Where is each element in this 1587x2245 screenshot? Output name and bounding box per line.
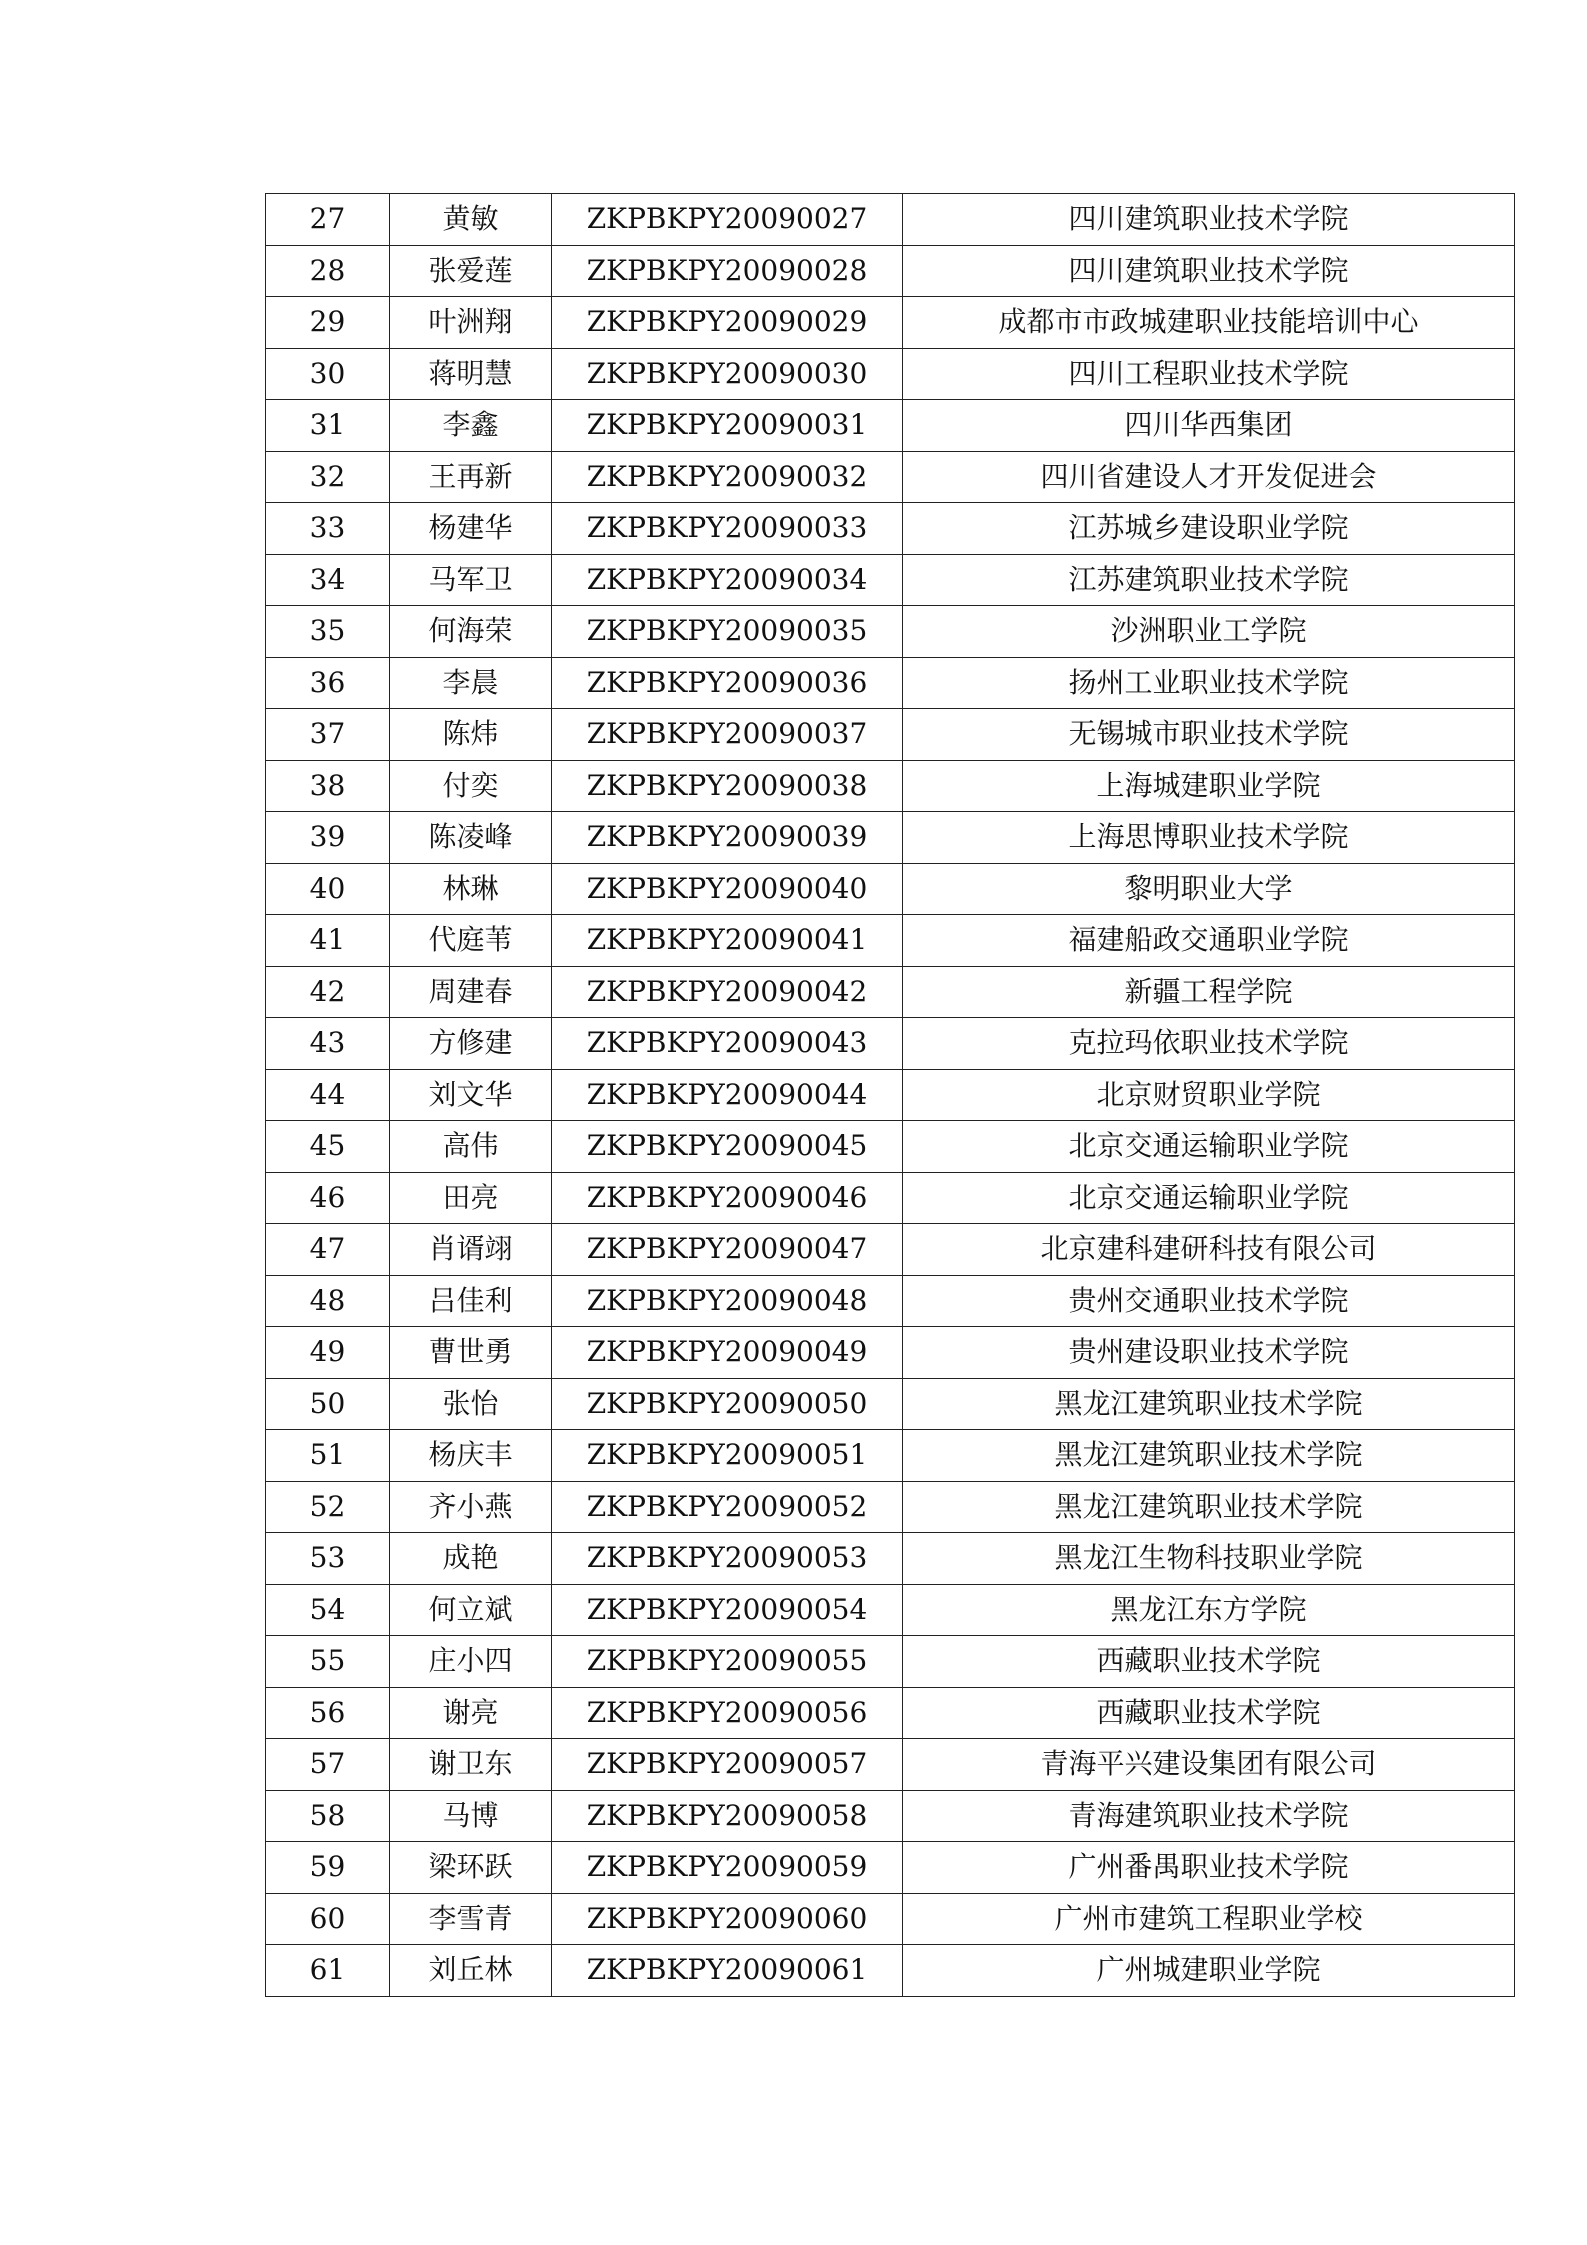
table-row <box>266 554 1515 606</box>
person-name-cell: 李雪青 <box>390 1893 552 1945</box>
certificate-id-cell: ZKPBKPY20090034 <box>552 554 903 606</box>
table-row <box>266 1224 1515 1276</box>
certificate-id-cell: ZKPBKPY20090046 <box>552 1172 903 1224</box>
table-row <box>266 1018 1515 1070</box>
row-number-cell: 45 <box>266 1121 390 1173</box>
certificate-id-cell: ZKPBKPY20090050 <box>552 1378 903 1430</box>
organization-cell: 广州市建筑工程职业学校 <box>903 1893 1515 1945</box>
organization-cell: 黎明职业大学 <box>903 863 1515 915</box>
table-row <box>266 1481 1515 1533</box>
table-row <box>266 348 1515 400</box>
table-row <box>266 1584 1515 1636</box>
organization-cell: 黑龙江东方学院 <box>903 1584 1515 1636</box>
certificate-id-cell: ZKPBKPY20090027 <box>552 194 903 246</box>
organization-cell: 四川省建设人才开发促进会 <box>903 451 1515 503</box>
table-row <box>266 451 1515 503</box>
row-number-cell: 43 <box>266 1018 390 1070</box>
row-number-cell: 42 <box>266 966 390 1018</box>
row-number-cell: 60 <box>266 1893 390 1945</box>
certificate-id-cell: ZKPBKPY20090038 <box>552 760 903 812</box>
organization-cell: 克拉玛依职业技术学院 <box>903 1018 1515 1070</box>
table-row <box>266 245 1515 297</box>
certificate-id-cell: ZKPBKPY20090057 <box>552 1739 903 1791</box>
row-number-cell: 53 <box>266 1533 390 1585</box>
certificate-id-cell: ZKPBKPY20090055 <box>552 1636 903 1688</box>
organization-cell: 上海城建职业学院 <box>903 760 1515 812</box>
table-row <box>266 966 1515 1018</box>
organization-cell: 北京交通运输职业学院 <box>903 1121 1515 1173</box>
organization-cell: 北京财贸职业学院 <box>903 1069 1515 1121</box>
row-number-cell: 31 <box>266 400 390 452</box>
certificate-id-cell: ZKPBKPY20090040 <box>552 863 903 915</box>
organization-cell: 扬州工业职业技术学院 <box>903 657 1515 709</box>
organization-cell: 无锡城市职业技术学院 <box>903 709 1515 761</box>
row-number-cell: 56 <box>266 1687 390 1739</box>
table-row <box>266 915 1515 967</box>
organization-cell: 北京建科建研科技有限公司 <box>903 1224 1515 1276</box>
organization-cell: 四川华西集团 <box>903 400 1515 452</box>
certificate-id-cell: ZKPBKPY20090033 <box>552 503 903 555</box>
certificate-id-cell: ZKPBKPY20090030 <box>552 348 903 400</box>
table-row <box>266 1121 1515 1173</box>
organization-cell: 北京交通运输职业学院 <box>903 1172 1515 1224</box>
certificate-id-cell: ZKPBKPY20090049 <box>552 1327 903 1379</box>
certificate-id-cell: ZKPBKPY20090041 <box>552 915 903 967</box>
person-name-cell: 马博 <box>390 1790 552 1842</box>
table-row <box>266 812 1515 864</box>
row-number-cell: 46 <box>266 1172 390 1224</box>
organization-cell: 广州城建职业学院 <box>903 1945 1515 1997</box>
table-row <box>266 400 1515 452</box>
row-number-cell: 37 <box>266 709 390 761</box>
row-number-cell: 28 <box>266 245 390 297</box>
organization-cell: 黑龙江建筑职业技术学院 <box>903 1481 1515 1533</box>
organization-cell: 青海建筑职业技术学院 <box>903 1790 1515 1842</box>
organization-cell: 青海平兴建设集团有限公司 <box>903 1739 1515 1791</box>
person-name-cell: 谢卫东 <box>390 1739 552 1791</box>
table-row <box>266 1327 1515 1379</box>
organization-cell: 成都市市政城建职业技能培训中心 <box>903 297 1515 349</box>
person-name-cell: 高伟 <box>390 1121 552 1173</box>
row-number-cell: 32 <box>266 451 390 503</box>
organization-cell: 西藏职业技术学院 <box>903 1687 1515 1739</box>
certificate-id-cell: ZKPBKPY20090032 <box>552 451 903 503</box>
table-row <box>266 1378 1515 1430</box>
organization-cell: 贵州建设职业技术学院 <box>903 1327 1515 1379</box>
certificate-id-cell: ZKPBKPY20090048 <box>552 1275 903 1327</box>
person-name-cell: 方修建 <box>390 1018 552 1070</box>
row-number-cell: 44 <box>266 1069 390 1121</box>
table-row <box>266 709 1515 761</box>
row-number-cell: 50 <box>266 1378 390 1430</box>
person-name-cell: 成艳 <box>390 1533 552 1585</box>
table-row <box>266 1945 1515 1997</box>
row-number-cell: 61 <box>266 1945 390 1997</box>
row-number-cell: 48 <box>266 1275 390 1327</box>
person-name-cell: 林琳 <box>390 863 552 915</box>
certificate-id-cell: ZKPBKPY20090042 <box>552 966 903 1018</box>
certificate-id-cell: ZKPBKPY20090051 <box>552 1430 903 1482</box>
certificate-id-cell: ZKPBKPY20090052 <box>552 1481 903 1533</box>
table-row <box>266 297 1515 349</box>
person-name-cell: 肖谞翊 <box>390 1224 552 1276</box>
certificate-id-cell: ZKPBKPY20090028 <box>552 245 903 297</box>
person-name-cell: 何海荣 <box>390 606 552 658</box>
certificate-id-cell: ZKPBKPY20090059 <box>552 1842 903 1894</box>
row-number-cell: 40 <box>266 863 390 915</box>
person-name-cell: 付奕 <box>390 760 552 812</box>
person-name-cell: 王再新 <box>390 451 552 503</box>
person-name-cell: 李晨 <box>390 657 552 709</box>
table-row <box>266 1172 1515 1224</box>
person-name-cell: 周建春 <box>390 966 552 1018</box>
table-row <box>266 1842 1515 1894</box>
certificate-id-cell: ZKPBKPY20090037 <box>552 709 903 761</box>
row-number-cell: 33 <box>266 503 390 555</box>
row-number-cell: 41 <box>266 915 390 967</box>
table-row <box>266 1636 1515 1688</box>
roster-table <box>265 193 1515 1997</box>
roster-table-body <box>266 194 1515 1997</box>
table-row <box>266 1687 1515 1739</box>
table-row <box>266 1430 1515 1482</box>
certificate-id-cell: ZKPBKPY20090036 <box>552 657 903 709</box>
certificate-id-cell: ZKPBKPY20090035 <box>552 606 903 658</box>
organization-cell: 新疆工程学院 <box>903 966 1515 1018</box>
person-name-cell: 庄小四 <box>390 1636 552 1688</box>
row-number-cell: 59 <box>266 1842 390 1894</box>
person-name-cell: 杨建华 <box>390 503 552 555</box>
certificate-id-cell: ZKPBKPY20090044 <box>552 1069 903 1121</box>
person-name-cell: 蒋明慧 <box>390 348 552 400</box>
table-row <box>266 1739 1515 1791</box>
certificate-id-cell: ZKPBKPY20090029 <box>552 297 903 349</box>
row-number-cell: 35 <box>266 606 390 658</box>
table-row <box>266 1533 1515 1585</box>
person-name-cell: 刘丘林 <box>390 1945 552 1997</box>
organization-cell: 广州番禺职业技术学院 <box>903 1842 1515 1894</box>
table-row <box>266 1069 1515 1121</box>
organization-cell: 四川建筑职业技术学院 <box>903 194 1515 246</box>
row-number-cell: 49 <box>266 1327 390 1379</box>
organization-cell: 江苏建筑职业技术学院 <box>903 554 1515 606</box>
row-number-cell: 54 <box>266 1584 390 1636</box>
row-number-cell: 29 <box>266 297 390 349</box>
row-number-cell: 55 <box>266 1636 390 1688</box>
person-name-cell: 谢亮 <box>390 1687 552 1739</box>
table-row <box>266 194 1515 246</box>
organization-cell: 黑龙江建筑职业技术学院 <box>903 1378 1515 1430</box>
certificate-id-cell: ZKPBKPY20090047 <box>552 1224 903 1276</box>
organization-cell: 西藏职业技术学院 <box>903 1636 1515 1688</box>
row-number-cell: 30 <box>266 348 390 400</box>
certificate-id-cell: ZKPBKPY20090045 <box>552 1121 903 1173</box>
organization-cell: 贵州交通职业技术学院 <box>903 1275 1515 1327</box>
row-number-cell: 36 <box>266 657 390 709</box>
organization-cell: 上海思博职业技术学院 <box>903 812 1515 864</box>
person-name-cell: 陈炜 <box>390 709 552 761</box>
person-name-cell: 陈凌峰 <box>390 812 552 864</box>
person-name-cell: 李鑫 <box>390 400 552 452</box>
table-row <box>266 503 1515 555</box>
person-name-cell: 吕佳利 <box>390 1275 552 1327</box>
table-row <box>266 863 1515 915</box>
certificate-id-cell: ZKPBKPY20090058 <box>552 1790 903 1842</box>
person-name-cell: 代庭苇 <box>390 915 552 967</box>
table-row <box>266 1893 1515 1945</box>
row-number-cell: 57 <box>266 1739 390 1791</box>
person-name-cell: 黄敏 <box>390 194 552 246</box>
table-row <box>266 760 1515 812</box>
organization-cell: 福建船政交通职业学院 <box>903 915 1515 967</box>
table-row <box>266 1790 1515 1842</box>
row-number-cell: 51 <box>266 1430 390 1482</box>
organization-cell: 黑龙江生物科技职业学院 <box>903 1533 1515 1585</box>
person-name-cell: 张怡 <box>390 1378 552 1430</box>
table-row <box>266 1275 1515 1327</box>
certificate-id-cell: ZKPBKPY20090054 <box>552 1584 903 1636</box>
person-name-cell: 何立斌 <box>390 1584 552 1636</box>
row-number-cell: 38 <box>266 760 390 812</box>
person-name-cell: 曹世勇 <box>390 1327 552 1379</box>
person-name-cell: 刘文华 <box>390 1069 552 1121</box>
person-name-cell: 梁环跃 <box>390 1842 552 1894</box>
person-name-cell: 齐小燕 <box>390 1481 552 1533</box>
organization-cell: 四川建筑职业技术学院 <box>903 245 1515 297</box>
table-row <box>266 657 1515 709</box>
table-row <box>266 606 1515 658</box>
row-number-cell: 52 <box>266 1481 390 1533</box>
row-number-cell: 34 <box>266 554 390 606</box>
organization-cell: 沙洲职业工学院 <box>903 606 1515 658</box>
certificate-id-cell: ZKPBKPY20090031 <box>552 400 903 452</box>
organization-cell: 江苏城乡建设职业学院 <box>903 503 1515 555</box>
row-number-cell: 47 <box>266 1224 390 1276</box>
row-number-cell: 27 <box>266 194 390 246</box>
organization-cell: 黑龙江建筑职业技术学院 <box>903 1430 1515 1482</box>
certificate-id-cell: ZKPBKPY20090060 <box>552 1893 903 1945</box>
person-name-cell: 杨庆丰 <box>390 1430 552 1482</box>
row-number-cell: 58 <box>266 1790 390 1842</box>
person-name-cell: 田亮 <box>390 1172 552 1224</box>
certificate-id-cell: ZKPBKPY20090043 <box>552 1018 903 1070</box>
person-name-cell: 马军卫 <box>390 554 552 606</box>
person-name-cell: 叶洲翔 <box>390 297 552 349</box>
certificate-id-cell: ZKPBKPY20090039 <box>552 812 903 864</box>
certificate-id-cell: ZKPBKPY20090053 <box>552 1533 903 1585</box>
certificate-id-cell: ZKPBKPY20090061 <box>552 1945 903 1997</box>
row-number-cell: 39 <box>266 812 390 864</box>
organization-cell: 四川工程职业技术学院 <box>903 348 1515 400</box>
certificate-id-cell: ZKPBKPY20090056 <box>552 1687 903 1739</box>
person-name-cell: 张爱莲 <box>390 245 552 297</box>
